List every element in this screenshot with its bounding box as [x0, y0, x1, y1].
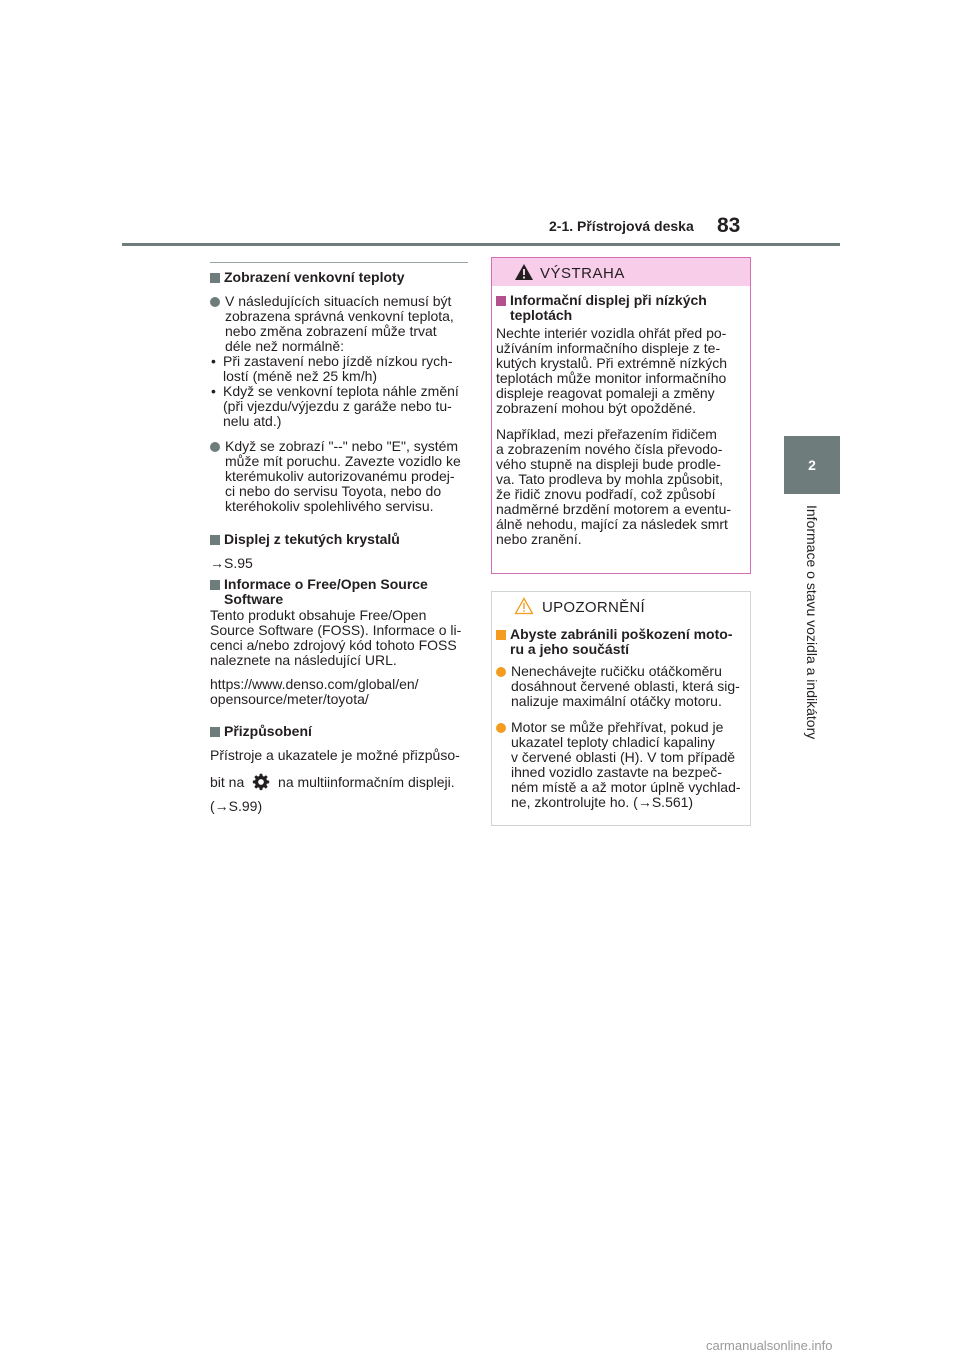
- section-lcd: [210, 532, 468, 571]
- caution-title: UPOZORNĚNÍ: [542, 599, 646, 616]
- square-bullet-icon: [210, 727, 220, 737]
- column-top-rule: [210, 262, 468, 263]
- caution-box: [491, 591, 751, 826]
- section-outside-temp: [210, 270, 468, 514]
- section-foss: [210, 577, 468, 707]
- list-item: Nenechávejte ručičku otáčkoměru dosáhnout červené oblasti, která sig- nalizuje maximální otáčky motoru.: [496, 664, 748, 709]
- warning-box: [491, 257, 751, 574]
- warning-paragraph: Nechte interiér vozidla ohřát před po- užíváním informačního displeje z te- kutých krystalů. Při extrémně nízkých teplotách může monitor informačního displeje reagovat pomaleji a změny zobrazení mohou být opožděné.: [496, 325, 728, 416]
- list-item: V následujících situacích nemusí být zobrazena správná venkovní teplota, nebo změna zobrazení může trvat déle než normálně:: [210, 294, 468, 354]
- section-heading: Zobrazení venkovní teploty: [210, 270, 468, 285]
- list-item: Když se zobrazí "--" nebo "E", systém může mít poruchu. Zavezte vozidlo ke kterémukoliv autorizovanému prodej- ci nebo do servisu Toyota, nebo do kteréhokoliv spolehlivého servisu.: [210, 439, 468, 514]
- gear-icon: [252, 773, 270, 791]
- section-heading: Displej z tekutých krystalů: [210, 532, 468, 547]
- round-bullet-icon: [210, 442, 220, 452]
- section-customization: [210, 724, 468, 814]
- sub-list-item: • Když se venkovní teplota náhle změní (při vjezdu/výjezdu z garáže nebo tu- nelu atd.): [211, 383, 459, 429]
- square-bullet-icon: [496, 630, 506, 640]
- square-bullet-icon: [210, 535, 220, 545]
- section-heading: Informace o Free/Open Source Software: [210, 577, 468, 607]
- sub-list-item: • Při zastavení nebo jízdě nízkou rych- lostí (méně než 25 km/h): [211, 353, 453, 384]
- round-bullet-icon: [496, 723, 506, 733]
- paragraph: Tento produkt obsahuje Free/Open Source Software (FOSS). Informace o li- cenci a/nebo zdrojový kód tohoto FOSS naleznete na následující URL.: [210, 607, 462, 668]
- page-number: 83: [717, 214, 741, 237]
- round-bullet-icon: [496, 667, 506, 677]
- paragraph-line: bit na na multiinformačním displeji.: [210, 774, 455, 790]
- caution-triangle-icon: [514, 597, 534, 615]
- square-bullet-icon: [496, 296, 506, 306]
- warning-title: VÝSTRAHA: [540, 265, 625, 282]
- watermark: carmanualsonline.info: [706, 1338, 833, 1353]
- paragraph-line: Přístroje a ukazatele je možné přizpůso-: [210, 747, 460, 763]
- warning-header: [492, 258, 750, 286]
- square-bullet-icon: [210, 580, 220, 590]
- warning-heading: Informační displej při nízkých teplotách: [496, 293, 748, 323]
- warning-triangle-icon: [514, 263, 534, 281]
- caution-body: [496, 627, 748, 810]
- round-bullet-icon: [210, 297, 220, 307]
- caution-heading: Abyste zabránili poškození moto- ru a jeho součástí: [496, 627, 748, 657]
- list-item: Motor se může přehřívat, pokud je ukazatel teploty chladicí kapaliny v červené oblasti (H). V tom případě ihned vozidlo zastavte na bezpeč- ném místě a až motor úplně vychlad- ne, zkontrolujte ho. (→S.561): [496, 720, 748, 810]
- foss-url-link[interactable]: https://www.denso.com/global/en/ opensource/meter/toyota/: [210, 676, 419, 707]
- section-title: 2-1. Přístrojová deska: [549, 218, 694, 234]
- chapter-title-text: Informace o stavu vozidla a indikátory: [804, 505, 820, 740]
- section-heading: Přizpůsobení: [210, 724, 468, 739]
- warning-paragraph: Například, mezi přeřazením řidičem a zobrazením nového čísla převodo- vého stupně na displeji bude prodle- va. Tato prodleva by mohla způsobit, že řidič znovu podřadí, což způsobí nadměrné brzdění motorem a eventu- álně nehodu, mající za následek smrt nebo zranění.: [496, 426, 732, 547]
- header-rule: [122, 243, 840, 246]
- page-reference-link[interactable]: (→S.99): [210, 798, 263, 814]
- page-reference-link[interactable]: →S.95: [210, 555, 253, 571]
- chapter-tab[interactable]: 2: [784, 436, 840, 494]
- square-bullet-icon: [210, 273, 220, 283]
- warning-body: [496, 293, 748, 547]
